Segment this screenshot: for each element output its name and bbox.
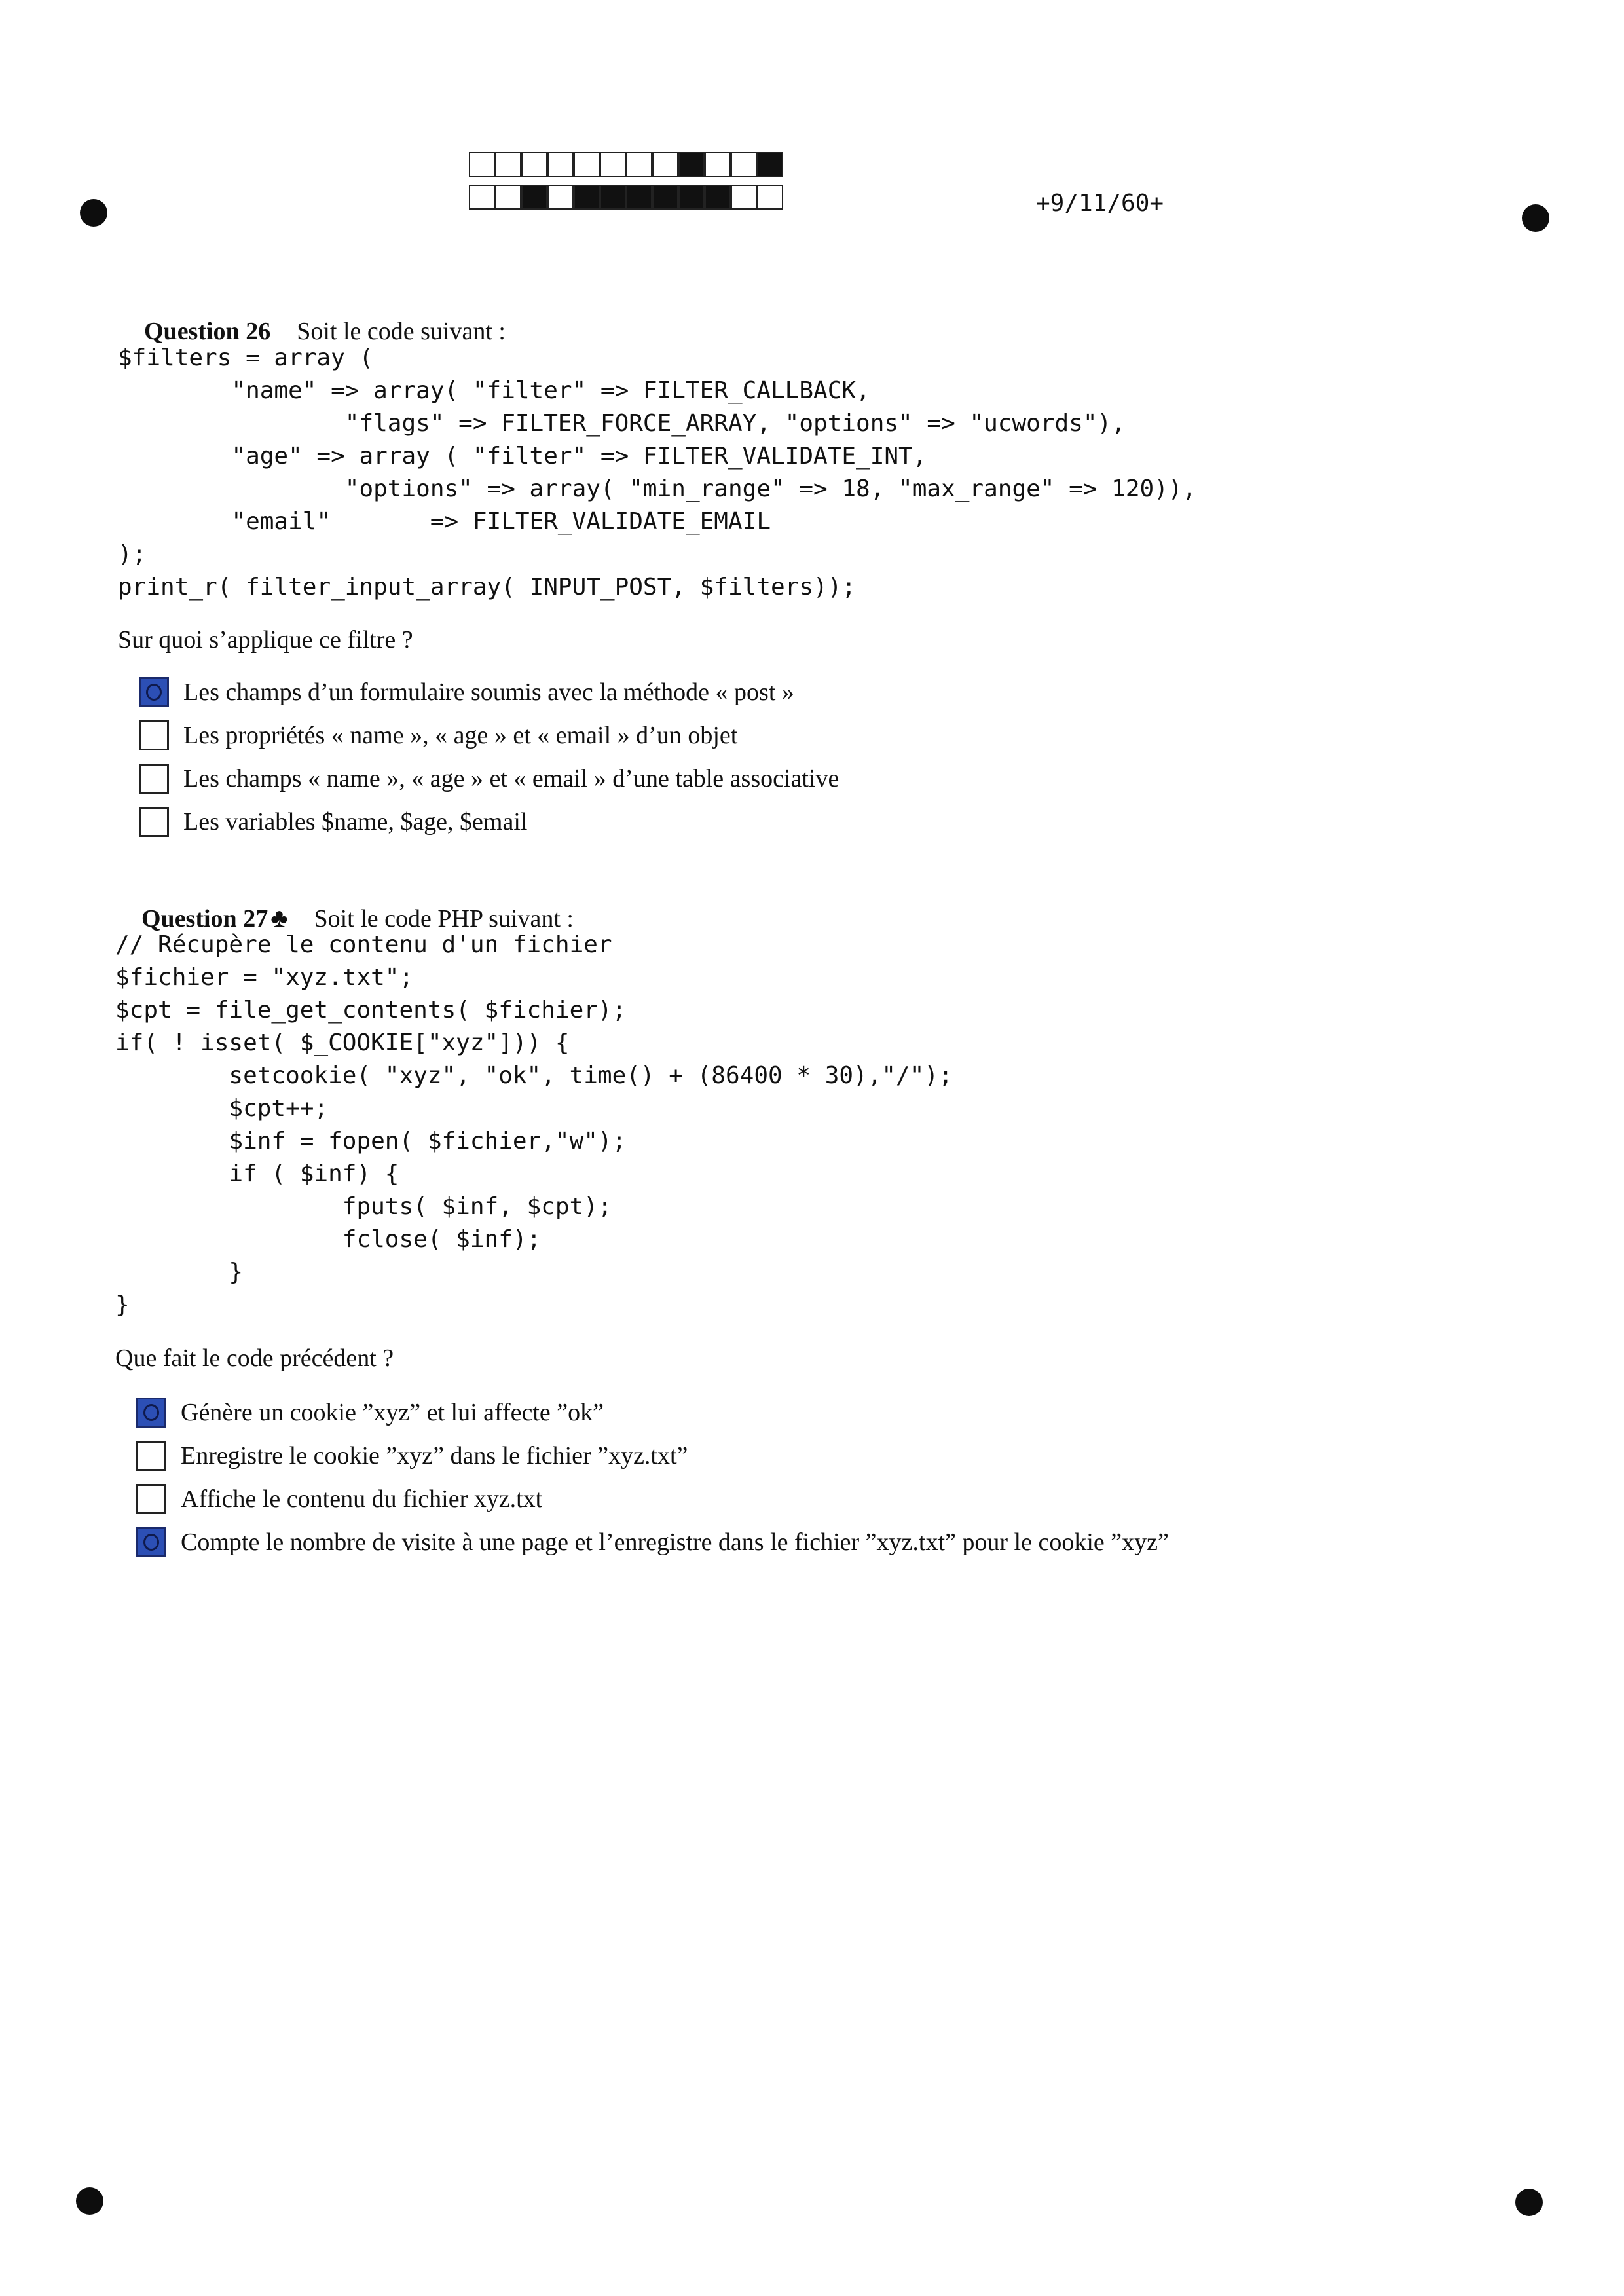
answer-checkbox[interactable] <box>139 720 169 750</box>
id-grid-cell[interactable] <box>626 185 652 210</box>
registration-mark-top-right <box>1522 204 1549 232</box>
id-grid-cell[interactable] <box>705 185 731 210</box>
answer-text: Les champs « name », « age » et « email » d’une table associative <box>183 765 840 792</box>
answer-text: Les champs d’un formulaire soumis avec la méthode « post » <box>183 678 794 706</box>
id-grid-cell[interactable] <box>521 152 547 177</box>
id-grid-cell[interactable] <box>652 185 678 210</box>
question-26-label: Question 26 <box>144 318 271 345</box>
id-grid-cell[interactable] <box>547 152 574 177</box>
answer-checkbox[interactable] <box>136 1398 166 1428</box>
answer-option[interactable] <box>136 1521 1169 1564</box>
answer-checkbox[interactable] <box>139 764 169 794</box>
id-grid-cell[interactable] <box>574 185 600 210</box>
answer-text: Les variables $name, $age, $email <box>183 808 528 836</box>
answer-option[interactable] <box>136 1477 1169 1521</box>
answer-checkbox[interactable] <box>136 1527 166 1557</box>
id-grid-cell[interactable] <box>600 152 626 177</box>
answer-text: Affiche le contenu du fichier xyz.txt <box>181 1485 543 1513</box>
registration-mark-bottom-right <box>1515 2189 1543 2216</box>
answer-option[interactable] <box>139 800 839 843</box>
id-grid-cell[interactable] <box>731 152 757 177</box>
answer-option[interactable] <box>139 671 839 714</box>
answer-option[interactable] <box>136 1391 1169 1434</box>
id-grid-cell[interactable] <box>731 185 757 210</box>
club-icon: ♣ <box>270 903 288 933</box>
id-grid-cell[interactable] <box>652 152 678 177</box>
id-grid-cell[interactable] <box>547 185 574 210</box>
id-grid-cell[interactable] <box>574 152 600 177</box>
question-26-code: $filters = array ( "name" => array( "filter" => FILTER_CALLBACK, "flags" => FILTER_FORCE_ARRAY, "options" => "ucwords"), "age" => array ( "filter" => FILTER_VALIDATE_INT, "options" => array( "min_range" => 18, "max_range" => 120)), "email" => FILTER_VALIDATE_EMAIL ); print_r( filter_input_array( INPUT_POST, $filters)); <box>118 344 1197 601</box>
answer-text: Les propriétés « name », « age » et « email » d’un objet <box>183 722 738 749</box>
registration-mark-bottom-left <box>76 2187 103 2215</box>
id-grid-cell[interactable] <box>469 185 495 210</box>
question-27-intro: Soit le code PHP suivant : <box>314 905 574 933</box>
id-grid-cell[interactable] <box>678 152 705 177</box>
question-26-intro: Soit le code suivant : <box>297 318 506 345</box>
student-id-grid-top <box>470 152 784 177</box>
id-grid-cell[interactable] <box>757 152 783 177</box>
question-27-answers <box>136 1391 1169 1564</box>
id-grid-cell[interactable] <box>626 152 652 177</box>
page-code: +9/11/60+ <box>1036 190 1164 217</box>
answer-text: Compte le nombre de visite à une page et l’enregistre dans le fichier ”xyz.txt” pour le cookie ”xyz” <box>181 1528 1169 1556</box>
answer-checkbox[interactable] <box>136 1441 166 1471</box>
question-26-answers <box>139 671 839 843</box>
student-id-grid-bottom <box>470 185 784 210</box>
registration-mark-top-left <box>80 199 107 227</box>
answer-checkbox[interactable] <box>136 1484 166 1514</box>
id-grid-cell[interactable] <box>521 185 547 210</box>
answer-option[interactable] <box>139 757 839 800</box>
id-grid-cell[interactable] <box>495 152 521 177</box>
answer-option[interactable] <box>136 1434 1169 1477</box>
question-27-code: // Récupère le contenu d'un fichier $fichier = "xyz.txt"; $cpt = file_get_contents( $fichier); if( ! isset( $_COOKIE["xyz"])) { setcookie( "xyz", "ok", time() + (86400 * 30),"/"); $cpt++; $inf = fopen( $fichier,"w"); if ( $inf) { fputs( $inf, $cpt); fclose( $inf); } } <box>115 931 953 1318</box>
question-26-prompt: Sur quoi s’applique ce filtre ? <box>118 626 413 654</box>
id-grid-cell[interactable] <box>705 152 731 177</box>
question-27-prompt: Que fait le code précédent ? <box>115 1344 394 1372</box>
id-grid-cell[interactable] <box>495 185 521 210</box>
id-grid-cell[interactable] <box>600 185 626 210</box>
answer-checkbox[interactable] <box>139 807 169 837</box>
answer-text: Enregistre le cookie ”xyz” dans le fichier ”xyz.txt” <box>181 1442 688 1470</box>
question-27-label: Question 27 <box>141 905 268 933</box>
id-grid-cell[interactable] <box>469 152 495 177</box>
answer-option[interactable] <box>139 714 839 757</box>
id-grid-cell[interactable] <box>678 185 705 210</box>
id-grid-cell[interactable] <box>757 185 783 210</box>
answer-checkbox[interactable] <box>139 677 169 707</box>
answer-text: Génère un cookie ”xyz” et lui affecte ”ok” <box>181 1399 604 1426</box>
